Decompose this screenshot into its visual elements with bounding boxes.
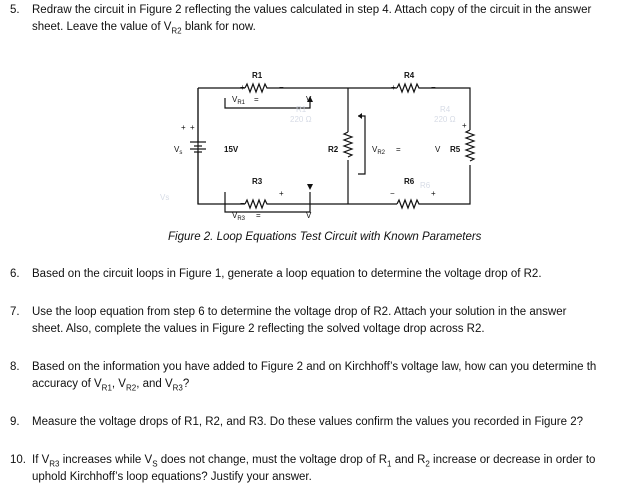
svg-text:220 Ω: 220 Ω bbox=[434, 115, 456, 124]
vr3-label: $V_{R3}$ bbox=[232, 211, 246, 222]
svg-text:V: V bbox=[306, 211, 312, 220]
svg-text:−: − bbox=[431, 83, 436, 92]
question-text: Redraw the circuit in Figure 2 reflecting the values calculated in step 4. Attach copy of the circuit in the answer bbox=[32, 4, 592, 16]
vr1-label: $V_{R1}$ bbox=[232, 95, 246, 106]
r2-label: R2 bbox=[328, 145, 339, 154]
svg-text:−: − bbox=[240, 199, 245, 208]
svg-text:−: − bbox=[279, 83, 284, 92]
svg-text:=: = bbox=[256, 211, 261, 220]
svg-text:220 Ω: 220 Ω bbox=[290, 115, 312, 124]
r6-resistor bbox=[397, 200, 422, 208]
r5-resistor bbox=[466, 130, 474, 161]
svg-text:=: = bbox=[396, 145, 401, 154]
r6-label: R6 bbox=[404, 177, 415, 186]
svg-text:+: + bbox=[462, 121, 467, 130]
svg-text:R6: R6 bbox=[420, 181, 431, 190]
voltage-source bbox=[190, 88, 206, 204]
svg-text:+: + bbox=[391, 83, 396, 92]
r4-resistor bbox=[397, 84, 422, 92]
svg-text:R4: R4 bbox=[440, 105, 451, 114]
figure-caption: Figure 2. Loop Equations Test Circuit with Known Parameters bbox=[168, 231, 482, 243]
r4-label: R4 bbox=[404, 71, 415, 80]
r3-label: R3 bbox=[252, 177, 263, 186]
svg-text:R1: R1 bbox=[296, 105, 307, 114]
r3-resistor bbox=[245, 200, 270, 208]
svg-text:−: − bbox=[390, 189, 395, 198]
svg-text:+: + bbox=[181, 123, 186, 132]
svg-text:V: V bbox=[435, 145, 441, 154]
svg-text:+: + bbox=[279, 189, 284, 198]
question-text-line2: sheet. Leave the value of $V_{R2}$ blank for now. bbox=[32, 21, 256, 36]
svg-text:V: V bbox=[306, 95, 312, 104]
r5-label: R5 bbox=[450, 145, 461, 154]
vr2-label: $V_{R2}$ bbox=[372, 145, 386, 156]
question-number: 5. bbox=[10, 4, 20, 16]
svg-text:Vs: Vs bbox=[160, 193, 170, 202]
svg-text:+: + bbox=[190, 123, 195, 132]
svg-text:+: + bbox=[431, 189, 436, 198]
vs-label: $V_s$ bbox=[174, 145, 183, 156]
r2-resistor bbox=[344, 132, 352, 157]
r1-label: R1 bbox=[252, 71, 263, 80]
svg-text:=: = bbox=[254, 95, 259, 104]
r1-resistor bbox=[245, 84, 270, 92]
source-value: 15V bbox=[224, 145, 239, 154]
svg-text:+: + bbox=[240, 83, 245, 92]
circuit-diagram bbox=[150, 60, 490, 232]
